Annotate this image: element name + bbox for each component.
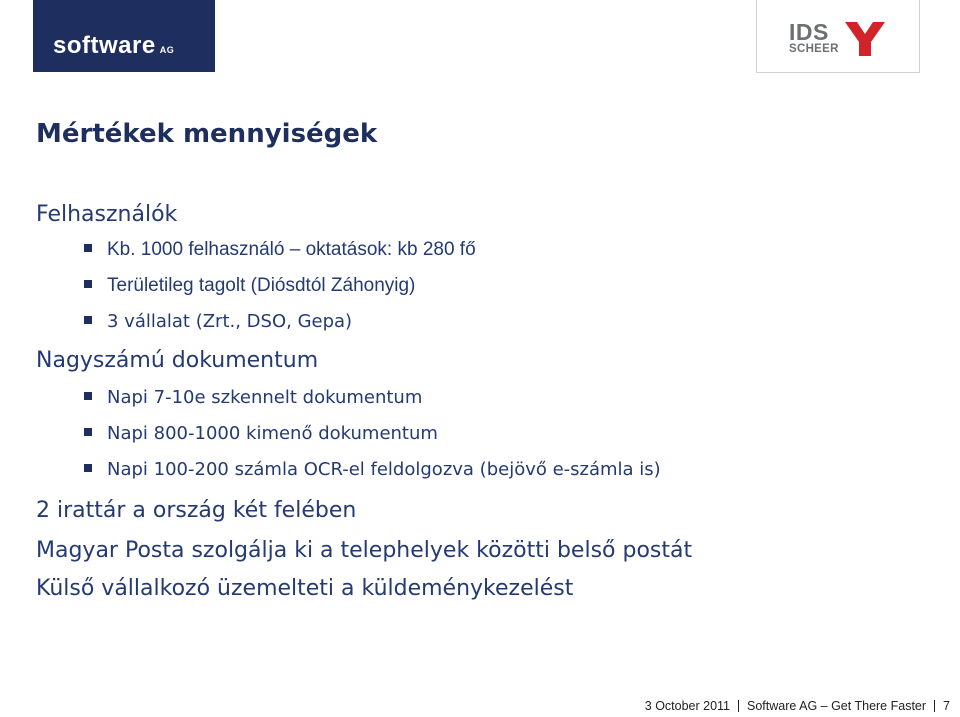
footer-tagline: Software AG – Get There Faster bbox=[747, 699, 927, 713]
bullet-text: Napi 100-200 számla OCR-el feldolgozva (bejövő e-számla is) bbox=[107, 459, 661, 480]
software-ag-logo bbox=[33, 0, 215, 72]
bullet-square-icon bbox=[84, 392, 92, 400]
footer-date: 3 October 2011 bbox=[644, 699, 731, 713]
bullet-text: Napi 7-10e szkennelt dokumentum bbox=[107, 387, 423, 408]
ids-scheer-logo bbox=[756, 0, 920, 73]
section-heading-post: Magyar Posta szolgálja ki a telephelyek közötti belső postát bbox=[36, 538, 693, 563]
bullet-text: 3 vállalat (Zrt., DSO, Gepa) bbox=[107, 311, 353, 332]
bullet-square-icon bbox=[84, 428, 92, 436]
bullet-square-icon bbox=[84, 244, 92, 252]
ids-logo-text: IDS bbox=[789, 19, 829, 45]
software-ag-wordmark bbox=[53, 34, 174, 58]
bullet-item bbox=[84, 386, 422, 410]
bullet-square-icon bbox=[84, 316, 92, 324]
section-heading-contractor: Külső vállalkozó üzemelteti a küldeménykezelést bbox=[36, 576, 574, 601]
scheer-logo-text: SCHEER bbox=[789, 43, 839, 55]
bullet-item bbox=[84, 422, 438, 446]
slide-footer bbox=[645, 698, 950, 713]
bullet-square-icon bbox=[84, 464, 92, 472]
software-logo-text: software bbox=[53, 32, 156, 59]
footer-divider bbox=[738, 700, 739, 712]
bullet-item bbox=[84, 238, 476, 262]
page-number: 7 bbox=[943, 699, 950, 713]
bullet-text: Napi 800-1000 kimenő dokumentum bbox=[107, 423, 438, 444]
bullet-text: Kb. 1000 felhasználó – oktatások: kb 280 fő bbox=[107, 239, 476, 260]
ag-logo-text: AG bbox=[159, 45, 175, 55]
bullet-item bbox=[84, 458, 661, 482]
section-heading-users: Felhasználók bbox=[36, 202, 178, 227]
bullet-item bbox=[84, 274, 415, 298]
bullet-text: Területileg tagolt (Diósdtól Záhonyig) bbox=[107, 275, 416, 296]
slide-title: Mértékek mennyiségek bbox=[36, 119, 378, 149]
footer-divider bbox=[934, 700, 935, 712]
section-heading-documents: Nagyszámú dokumentum bbox=[36, 348, 319, 373]
section-heading-archives: 2 irattár a ország két felében bbox=[36, 498, 357, 523]
bullet-item bbox=[84, 310, 352, 334]
bullet-square-icon bbox=[84, 280, 92, 288]
ids-scheer-y-icon bbox=[845, 22, 885, 56]
